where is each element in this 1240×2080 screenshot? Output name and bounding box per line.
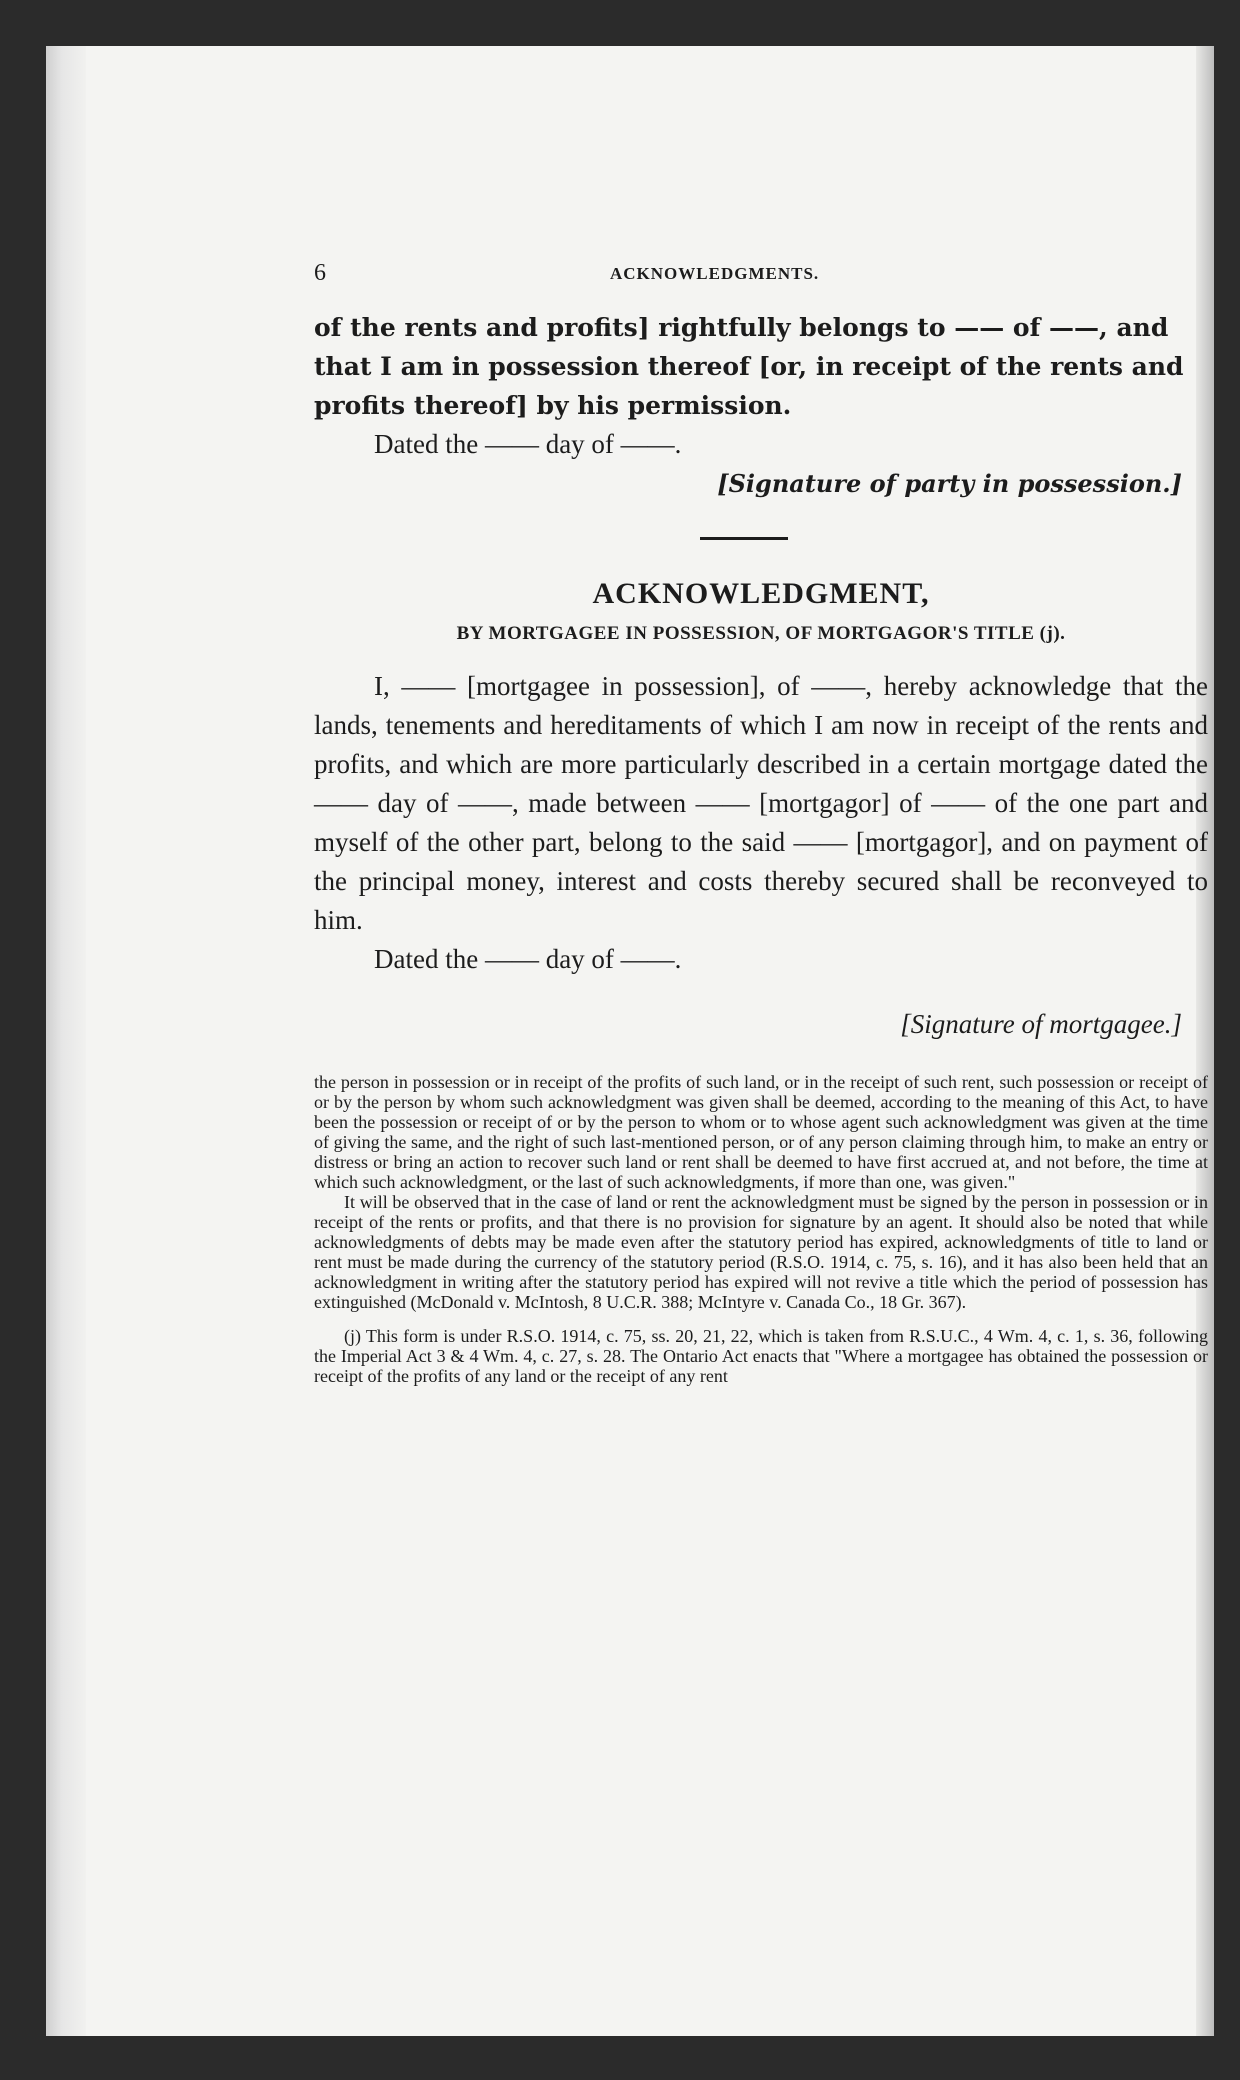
notes-continuation: the person in possession or in receipt of the profits of such land, or in the receipt of such rent, such possession or receipt of or by the person by whom such acknowledgment was given shall be deemed, according to the meaning of this Act, to have been the possession or receipt of or by the person to whom or to whose agent such acknowledgment was given at the time of giving the same, and the right of such last-mentioned person, or of any person claiming through him, to make an entry or distress or bring an action to recover such land or rent shall be deemed to have first accrued at, and not before, the time at which such acknowledgment, or the last of such acknowledgments, if more than one, was given." xyxy=(314,1072,1208,1192)
book-page xyxy=(46,46,1214,2036)
notes-observation: It will be observed that in the case of land or rent the acknowledgment must be signed by the person in possession or in receipt of the rents or profits, and that there is no provision for signature by an agent. It should also be noted that while acknowledgments of debts may be made even after the statutory period has expired, acknowledgments of title to land or rent must be made during the currency of the statutory period (R.S.O. 1914, c. 75, s. 16), and it has also been held that an acknowledgment in writing after the statutory period has expired will not revive a title which the period of possession has extinguished (McDonald v. McIntosh, 8 U.C.R. 388; McIntyre v. Canada Co., 18 Gr. 367). xyxy=(314,1192,1208,1312)
top-form-dated-line: Dated the —— day of ——. xyxy=(374,429,682,459)
page-gutter-shadow xyxy=(46,46,86,2036)
top-form-line-2: that I am in possession thereof [or, in receipt of the rents and xyxy=(314,352,1184,381)
footnote-j: (j) This form is under R.S.O. 1914, c. 75, ss. 20, 21, 22, which is taken from R.S.U.C., 4 Wm. 4, c. 1, s. 36, following the Imperial Act 3 & 4 Wm. 4, c. 27, s. 28. The Ontario Act enacts that "Where a mortgagee has obtained the possession or receipt of the profits of any land or the receipt of any rent xyxy=(314,1326,1208,1386)
section-divider-rule xyxy=(700,537,788,540)
top-form-continuation xyxy=(314,308,1208,503)
page-number: 6 xyxy=(314,260,326,286)
notes-section xyxy=(314,1072,1208,1386)
form-subtitle: BY MORTGAGEE IN POSSESSION, OF MORTGAGOR'S TITLE (j). xyxy=(456,623,1066,644)
page-content xyxy=(314,260,1208,1386)
form-dated-line: Dated the —— day of ——. xyxy=(374,944,682,974)
form-signature-text: [Signature of mortgagee.] xyxy=(900,1009,1182,1039)
page-header xyxy=(314,260,1208,300)
form-title: ACKNOWLEDGMENT, xyxy=(592,577,930,610)
top-form-signature xyxy=(314,464,1208,503)
top-form-signature-text: [Signature of party in possession.] xyxy=(717,469,1182,498)
top-form-line-3: profits thereof] by his permission. xyxy=(314,391,792,420)
top-form-line-1: of the rents and profits] rightfully belongs to —— of ——, and xyxy=(314,313,1169,342)
running-head: ACKNOWLEDGMENTS. xyxy=(610,264,820,283)
form-signature xyxy=(314,1005,1208,1044)
form-body: I, —— [mortgagee in possession], of ——, hereby acknowledge that the lands, tenements and hereditaments of which I am now in receipt of the rents and profits, and which are more particularly described in a certain mortgage dated the —— day of ——, made between —— [mortgagor] of —— of the one part and myself of the other part, belong to the said —— [mortgagor], and on payment of the principal money, interest and costs thereby secured shall be reconveyed to him. xyxy=(314,671,1208,935)
